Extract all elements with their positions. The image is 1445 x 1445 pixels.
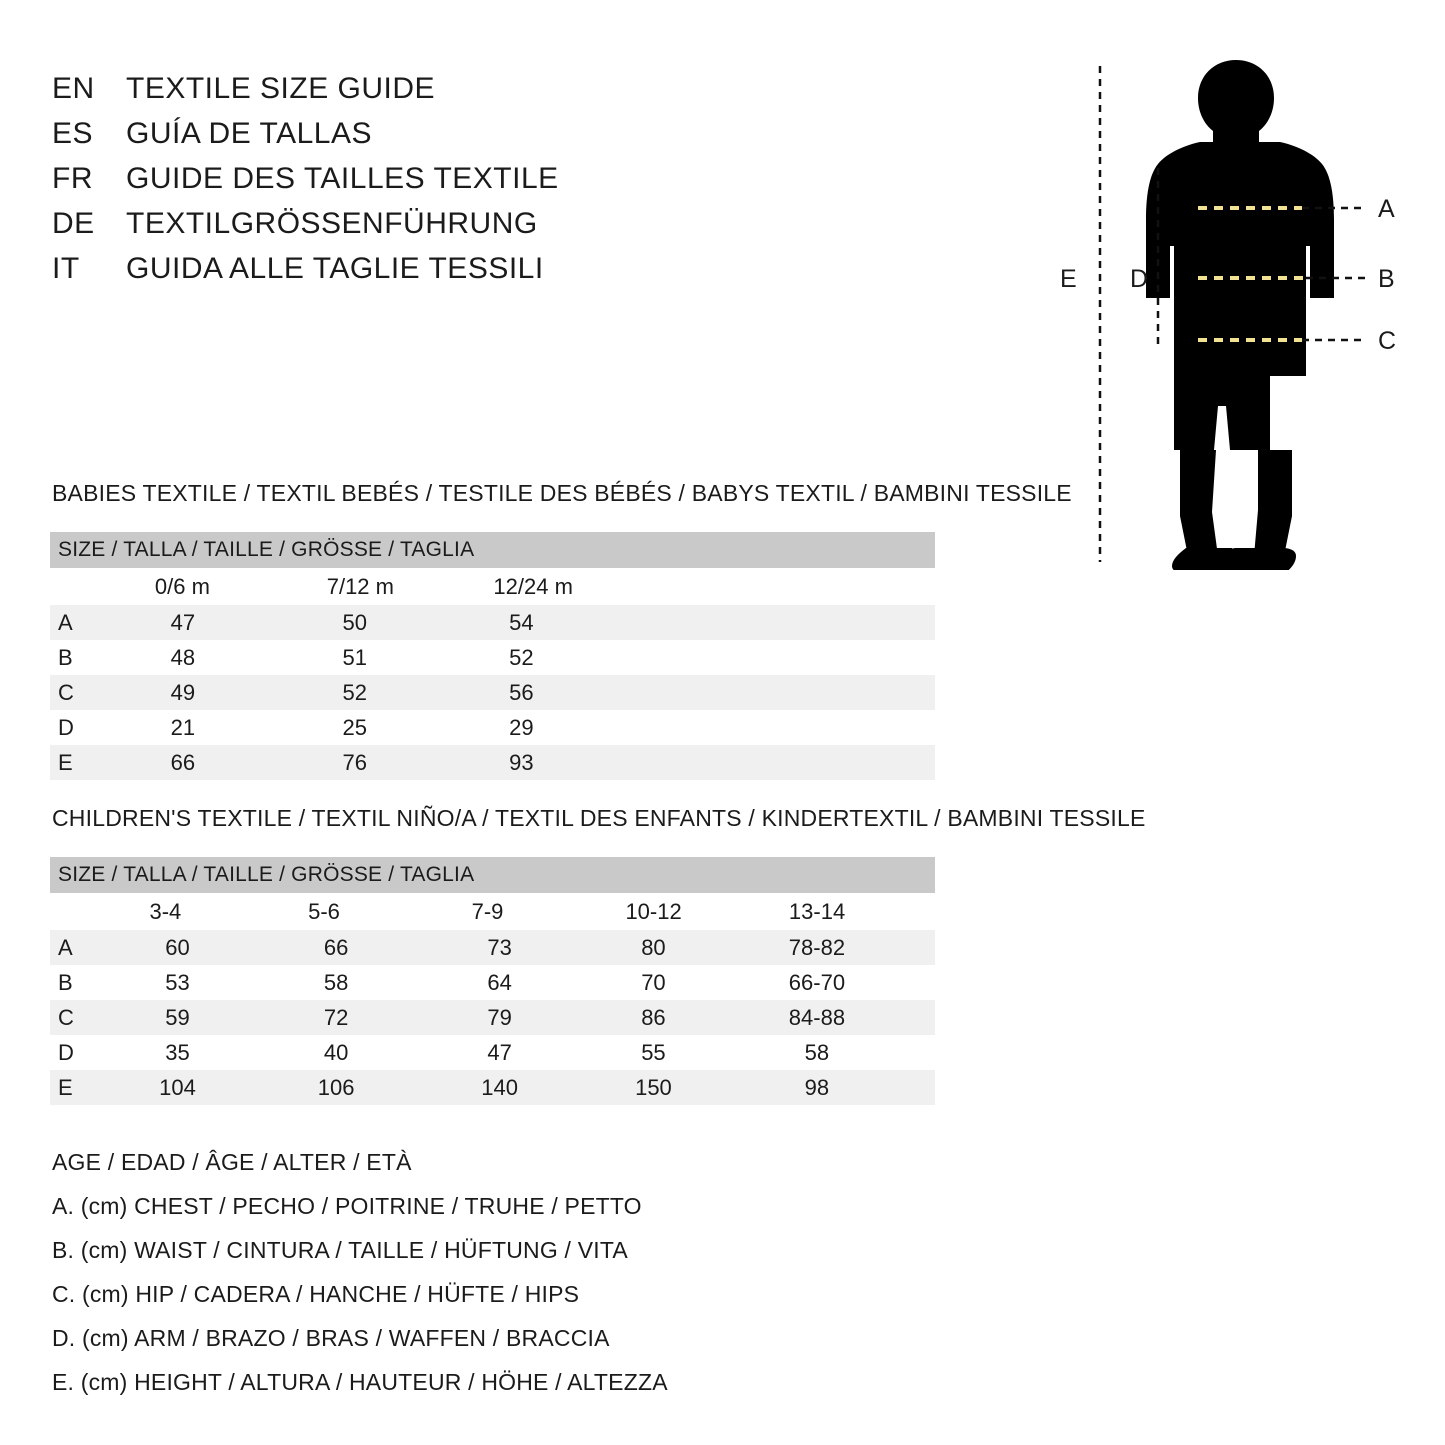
babies-col-0: 0/6 m — [152, 568, 324, 605]
children-col-3: 10-12 — [622, 893, 785, 930]
title-text-fr: GUIDE DES TAILLES TEXTILE — [126, 162, 559, 195]
title-row-fr — [52, 162, 692, 207]
children-cell-d-2: 47 — [487, 1039, 512, 1065]
babies-row-label-e: E — [50, 745, 152, 780]
table-row — [50, 675, 935, 710]
title-row-de — [52, 207, 692, 252]
table-row — [50, 965, 935, 1000]
children-cell-a-4: 78-82 — [786, 930, 935, 965]
babies-row-label-d: D — [58, 714, 74, 740]
babies-cell-c-1: 52 — [324, 675, 491, 710]
figure-label-a: A — [1378, 195, 1395, 223]
babies-cell-a-1: 50 — [324, 605, 491, 640]
babies-cell-d-0: 21 — [170, 714, 196, 740]
babies-cell-d-2: 29 — [509, 714, 534, 740]
children-cell-a-3: 80 — [622, 930, 785, 965]
children-row-label-d: D — [58, 1039, 74, 1065]
babies-cell-b-2: 52 — [509, 644, 534, 670]
children-cell-d-1: 40 — [323, 1039, 349, 1065]
children-row-label-b: B — [58, 969, 73, 995]
title-lang-es: ES — [52, 117, 94, 150]
children-cell-d-0: 35 — [165, 1039, 190, 1065]
legend-arm: D. (cm) ARM / BRAZO / BRAS / WAFFEN / BRACCIA — [52, 1325, 610, 1351]
legend-height: E. (cm) HEIGHT / ALTURA / HAUTEUR / HÖHE / ALTEZZA — [52, 1369, 668, 1395]
children-size-table — [50, 857, 935, 1105]
children-cell-e-1: 106 — [305, 1070, 468, 1105]
children-row-label-a: A — [50, 930, 146, 965]
children-cell-a-1: 66 — [305, 930, 468, 965]
children-cell-c-3: 86 — [622, 1000, 785, 1035]
children-cell-a-2: 73 — [469, 930, 623, 965]
children-cell-e-2: 140 — [469, 1070, 623, 1105]
babies-corner-cell — [50, 568, 152, 605]
figure-label-d: D — [1130, 265, 1149, 293]
title-row-en — [52, 72, 692, 117]
title-row-it — [52, 252, 692, 297]
measurement-legend — [52, 1140, 952, 1404]
babies-size-header: SIZE / TALLA / TAILLE / GRÖSSE / TAGLIA — [50, 532, 935, 568]
babies-cell-b-0: 48 — [170, 644, 196, 670]
table-row — [50, 605, 935, 640]
table-row — [50, 1070, 935, 1105]
children-cell-e-0: 104 — [146, 1070, 305, 1105]
title-text-en: TEXTILE SIZE GUIDE — [126, 72, 436, 105]
babies-section-heading: BABIES TEXTILE / TEXTIL BEBÉS / TESTILE DES BÉBÉS / BABYS TEXTIL / BAMBINI TESSILE — [52, 480, 1072, 506]
children-cell-d-4: 58 — [804, 1039, 830, 1065]
children-table-header-row — [50, 857, 935, 893]
figure-label-e: E — [1060, 265, 1077, 293]
children-corner-cell — [50, 893, 146, 930]
legend-chest: A. (cm) CHEST / PECHO / POITRINE / TRUHE / PETTO — [52, 1193, 642, 1219]
babies-table-header-row — [50, 532, 935, 568]
figure-label-c: C — [1378, 327, 1397, 355]
title-text-de: TEXTILGRÖSSENFÜHRUNG — [126, 207, 538, 240]
children-section-heading: CHILDREN'S TEXTILE / TEXTIL NIÑO/A / TEXTIL DES ENFANTS / KINDERTEXTIL / BAMBINI TESSILE — [52, 805, 1146, 831]
children-cell-b-3: 70 — [641, 969, 666, 995]
children-col-1: 5-6 — [305, 893, 468, 930]
babies-col-1: 7/12 m — [324, 568, 491, 605]
title-lang-fr: FR — [52, 162, 93, 195]
babies-cell-d-1: 25 — [342, 714, 367, 740]
babies-size-table — [50, 532, 935, 780]
title-lang-de: DE — [52, 207, 95, 240]
babies-cell-e-1: 76 — [324, 745, 491, 780]
children-column-row — [50, 893, 935, 930]
legend-age: AGE / EDAD / ÂGE / ALTER / ETÀ — [52, 1149, 412, 1175]
babies-cell-e-2: 93 — [490, 745, 935, 780]
babies-cell-a-2: 54 — [490, 605, 935, 640]
children-col-0: 3-4 — [146, 893, 305, 930]
legend-hip: C. (cm) HIP / CADERA / HANCHE / HÜFTE / HIPS — [52, 1281, 580, 1307]
title-text-es: GUÍA DE TALLAS — [126, 117, 372, 150]
children-cell-b-2: 64 — [487, 969, 512, 995]
children-cell-c-1: 72 — [305, 1000, 468, 1035]
babies-cell-a-0: 47 — [152, 605, 324, 640]
babies-cell-e-0: 66 — [152, 745, 324, 780]
babies-row-label-a: A — [50, 605, 152, 640]
children-cell-c-0: 59 — [146, 1000, 305, 1035]
children-cell-e-3: 150 — [622, 1070, 785, 1105]
children-row-label-c: C — [50, 1000, 146, 1035]
table-row — [50, 930, 935, 965]
children-cell-a-0: 60 — [146, 930, 305, 965]
babies-column-row — [50, 568, 935, 605]
legend-waist: B. (cm) WAIST / CINTURA / TAILLE / HÜFTUNG / VITA — [52, 1237, 628, 1263]
title-text-it: GUIDA ALLE TAGLIE TESSILI — [126, 252, 544, 285]
children-row-label-e: E — [50, 1070, 146, 1105]
title-row-es — [52, 117, 692, 162]
children-cell-b-4: 66-70 — [788, 969, 846, 995]
table-row — [50, 1035, 935, 1070]
figure-label-b: B — [1378, 265, 1395, 293]
measurement-figure — [1050, 50, 1420, 570]
children-cell-d-3: 55 — [641, 1039, 666, 1065]
children-col-4: 13-14 — [786, 893, 935, 930]
table-row — [50, 640, 935, 675]
children-cell-b-0: 53 — [165, 969, 190, 995]
table-row — [50, 745, 935, 780]
children-col-2: 7-9 — [469, 893, 623, 930]
babies-row-label-c: C — [50, 675, 152, 710]
language-titles — [52, 72, 692, 297]
children-cell-e-4: 98 — [786, 1070, 935, 1105]
table-row — [50, 710, 935, 745]
babies-cell-c-0: 49 — [152, 675, 324, 710]
children-size-header: SIZE / TALLA / TAILLE / GRÖSSE / TAGLIA — [50, 857, 935, 893]
children-cell-c-4: 84-88 — [786, 1000, 935, 1035]
babies-col-2: 12/24 m — [490, 568, 935, 605]
babies-cell-b-1: 51 — [342, 644, 367, 670]
children-cell-c-2: 79 — [469, 1000, 623, 1035]
table-row — [50, 1000, 935, 1035]
babies-row-label-b: B — [58, 644, 73, 670]
child-silhouette-icon — [1146, 60, 1334, 570]
title-lang-en: EN — [52, 72, 95, 105]
babies-cell-c-2: 56 — [490, 675, 935, 710]
title-lang-it: IT — [52, 252, 80, 285]
children-cell-b-1: 58 — [323, 969, 349, 995]
child-silhouette-diagram — [1050, 50, 1420, 570]
